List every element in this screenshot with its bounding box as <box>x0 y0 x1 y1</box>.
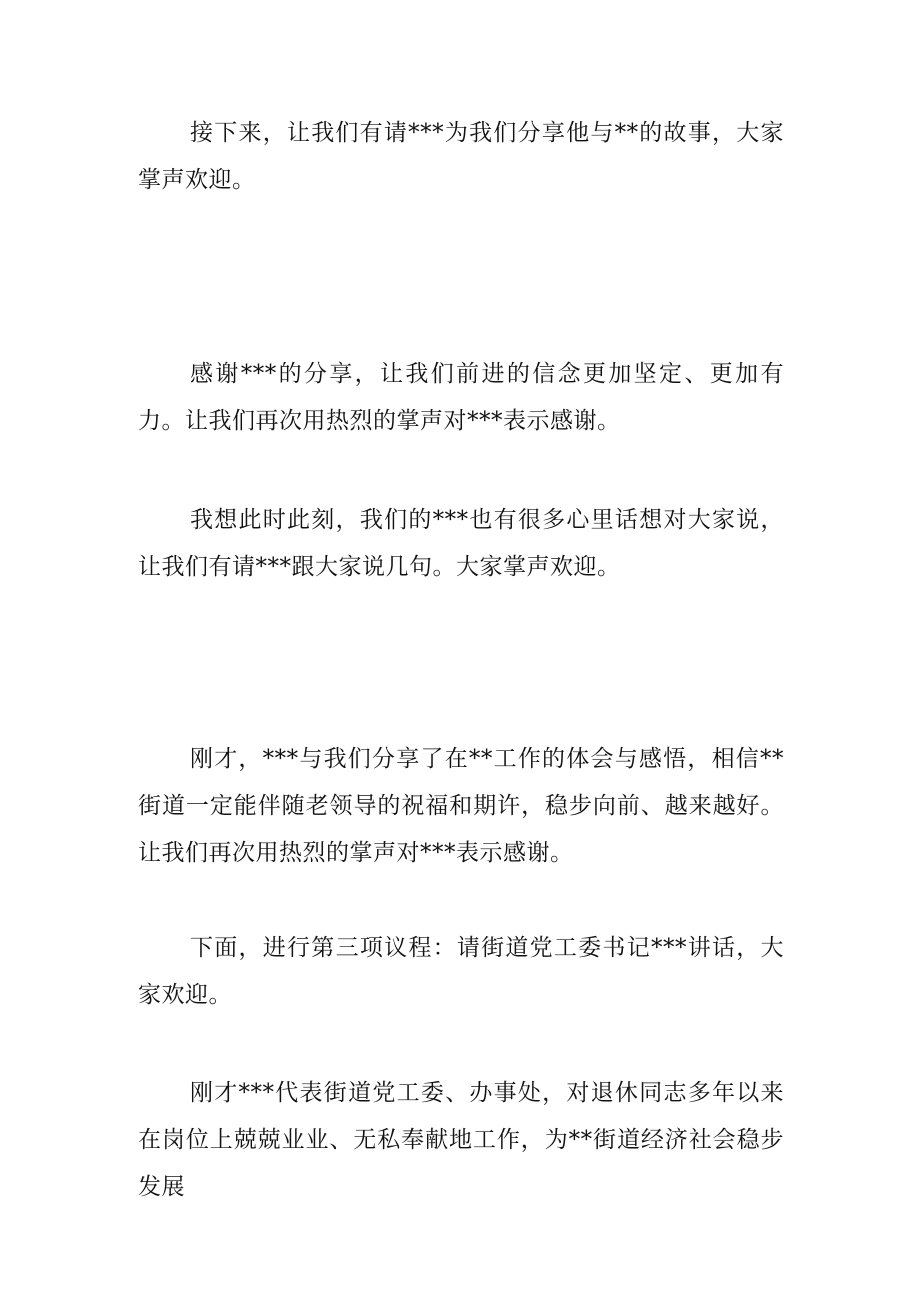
paragraph-invite-story: 接下来，让我们有请***为我们分享他与**的故事，大家掌声欢迎。 <box>138 120 784 193</box>
paragraph-invite-speech: 我想此时此刻，我们的***也有很多心里话想对大家说，让我们有请***跟大家说几句。大家掌声欢迎。 <box>138 507 784 580</box>
paragraph-thanks-experience: 刚才，***与我们分享了在**工作的体会与感悟，相信**街道一定能伴随老领导的祝福和期许，稳步向前、越来越好。让我们再次用热烈的掌声对***表示感谢。 <box>138 746 784 866</box>
paragraph-third-agenda: 下面，进行第三项议程：请街道党工委书记***讲话，大家欢迎。 <box>138 935 784 1008</box>
paragraph-secretary-remarks: 刚才***代表街道党工委、办事处，对退休同志多年以来在岗位上兢兢业业、无私奉献地工作，为**街道经济社会稳步发展 <box>138 1080 784 1200</box>
paragraph-thanks-sharing: 感谢***的分享，让我们前进的信念更加坚定、更加有力。让我们再次用热烈的掌声对***表示感谢。 <box>138 361 784 434</box>
